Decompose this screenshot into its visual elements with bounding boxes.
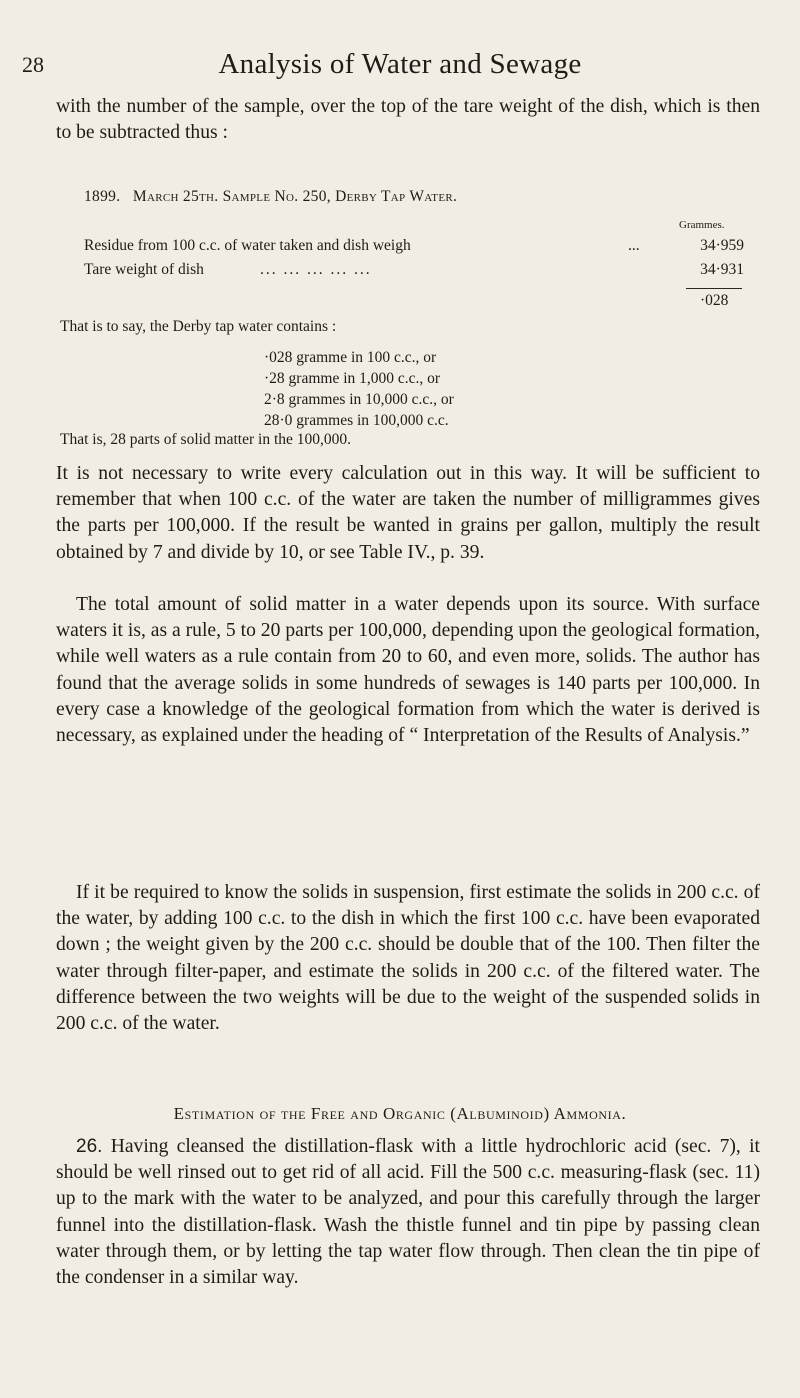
calc-row-label: Tare weight of dish [84,261,204,278]
section-heading: Estimation of the Free and Organic (Albuminoid) Ammonia. [173,1104,627,1123]
conclusion-line: That is, 28 parts of solid matter in the 100,000. [60,431,352,448]
section-number: 26. [76,1136,103,1157]
section-paragraph [56,1134,760,1291]
calc-row-value: 34·931 [700,261,744,278]
equivalent-line: 28·0 grammes in 100,000 c.c. [264,412,449,429]
calc-row-leader: ... [628,237,640,254]
intro-paragraph: with the number of the sample, over the top of the tare weight of the dish, which is then to be subtracted thus : [56,96,760,144]
calc-row-label: Residue from 100 c.c. of water taken and dish weigh [84,237,411,254]
page-number: 28 [22,52,44,77]
sample-entry-heading [84,188,457,206]
body-paragraph: The total amount of solid matter in a water depends upon its source. With surface waters it is, as a rule, 5 to 20 parts per 100,000, depending upon the geological formation, while well waters as a rule contain from 20 to 60, and even more, solids. The author has found that the average solids in some hundreds of sewages is 140 parts per 100,000. In every case a knowledge of the geological formation from which the water is derived is necessary, as explained under the heading of “ Interpretation of the Results of Analysis.” [56,594,760,747]
body-paragraph: It is not necessary to write every calculation out in this way. It will be sufficient to remember that when 100 c.c. of the water are taken the number of milligrammes gives the parts per 100,000. If the result be wanted in grains per gallon, multiply the result obtained by 7 and divide by 10, or see Table IV., p. 39. [56,463,760,563]
entry-title: March 25th. Sample No. 250, Derby Tap Water. [132,188,458,205]
running-title: Analysis of Water and Sewage [218,48,582,80]
equivalent-line: 2·8 grammes in 10,000 c.c., or [264,391,454,408]
calc-row-leader: ... ... ... ... ... [260,261,372,278]
calc-row-value: 34·959 [700,237,744,254]
unit-header: Grammes. [679,219,725,231]
calc-result: ·028 [700,292,729,309]
section-text: Having cleansed the distillation-flask with a little hydrochloric acid (sec. 7), it should be well rinsed out to get rid of all acid. Fill the 500 c.c. measuring-flask (sec. 11) up to the mark with the water to be analyzed, and pour this carefully through the larger funnel into the distillation-flask. Wash the thistle funnel and tin pipe by passing clean water through them, or by letting the tap water flow through. Then clean the tin pipe of the condenser in a similar way. [56,1136,760,1289]
equivalent-line: ·028 gramme in 100 c.c., or [264,349,437,366]
body-paragraph: If it be required to know the solids in suspension, first estimate the solids in 200 c.c. of the water, by adding 100 c.c. to the dish in which the first 100 c.c. have been evaporated down ; the weight given by the 200 c.c. should be double that of the 100. Then filter the water through filter-paper, and estimate the solids in 200 c.c. of the filtered water. The difference between the two weights will be due to the weight of the suspended solids in 200 c.c. of the water. [56,882,760,1035]
that-is-statement: That is to say, the Derby tap water contains : [60,318,337,335]
equivalents-list [264,347,454,431]
equivalent-line: ·28 gramme in 1,000 c.c., or [264,370,441,387]
entry-date: 1899. [84,188,121,205]
subtraction-rule [686,288,742,289]
